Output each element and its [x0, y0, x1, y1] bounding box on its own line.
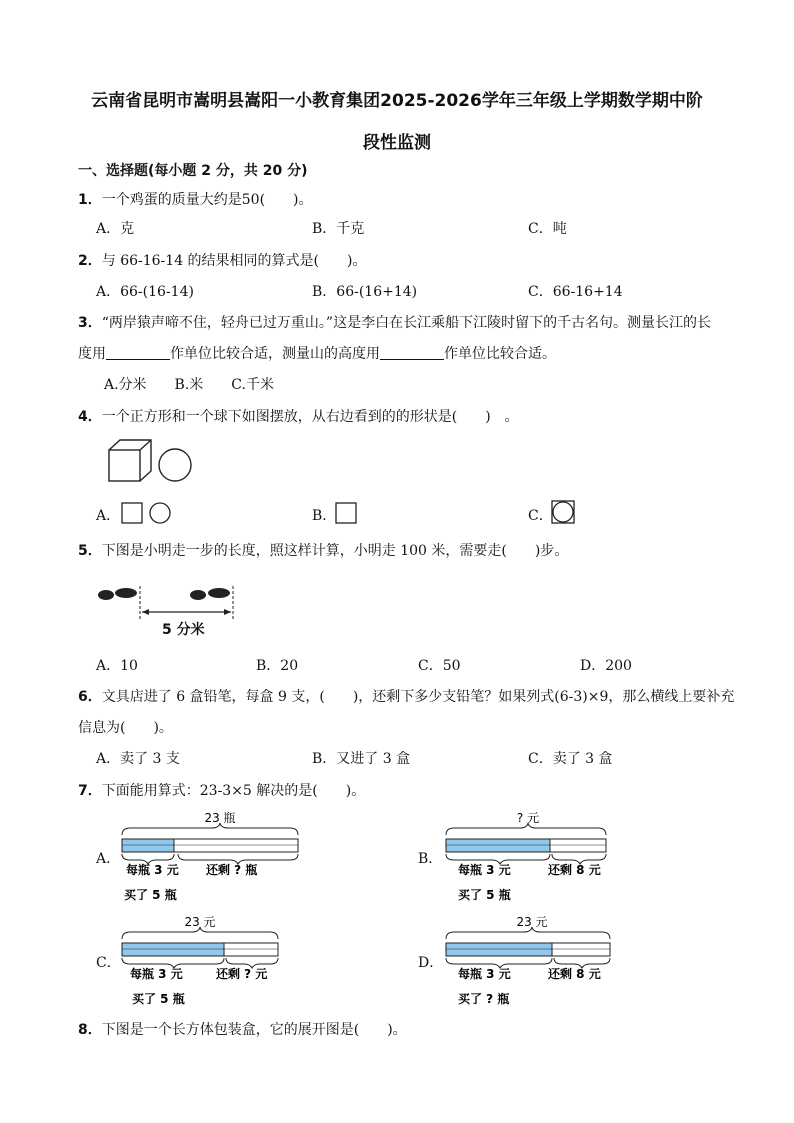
- question-text: 下图是一个长方体包装盒，它的展开图是( )。: [101, 1022, 407, 1038]
- q7-option-d-diagram: [442, 912, 618, 1008]
- footprint-icon: [208, 588, 230, 598]
- step-length-label: 5 分米: [162, 622, 205, 638]
- section-heading: 一、选择题(每小题 2 分，共 20 分): [78, 163, 308, 179]
- bar-right-label: 还剩 ? 瓶: [206, 863, 258, 877]
- bar-segment: [122, 839, 174, 852]
- question-text: 一个鸡蛋的质量大约是50( )。: [101, 192, 313, 208]
- bar-bottom-label: 买了 5 瓶: [124, 888, 177, 902]
- question-6-line2: 信息为( )。: [78, 720, 173, 736]
- q7-option-b-diagram: [442, 808, 618, 904]
- q4-option-a-figure: [120, 500, 174, 526]
- q3-text-c: 作单位比较合适。: [444, 346, 556, 362]
- question-number: 5．: [78, 543, 102, 559]
- q7-option-c-label: C．: [96, 955, 121, 971]
- question-3: [78, 312, 711, 332]
- bar-segment: [446, 839, 550, 852]
- footprint-icon: [115, 588, 137, 598]
- bar-right-label: 还剩 8 元: [548, 967, 601, 981]
- question-7: [78, 780, 365, 800]
- bar-left-label: 每瓶 3 元: [458, 967, 511, 981]
- question-text: 文具店进了 6 盒铅笔，每盒 9 支，( )，还剩下多少支铅笔？如果列式(6-3)×9，那么横线上要补充: [101, 689, 735, 705]
- question-number: 1．: [78, 192, 102, 208]
- q3-text-a: 度用: [78, 346, 106, 362]
- q4-option-c: C．: [528, 508, 553, 524]
- question-6: [78, 686, 734, 706]
- question-text: “两岸猿声啼不住，轻舟已过万重山。”这是李白在长江乘船下江陵时留下的千古名句。测量长江的长: [101, 315, 712, 331]
- bar-segment: [446, 943, 552, 956]
- q1-option-a: A．克: [96, 221, 135, 237]
- q7-option-b-label: B．: [418, 851, 443, 867]
- footprint-icon: [190, 590, 206, 600]
- q7-option-d-label: D．: [418, 955, 444, 971]
- q3-options: A.分米 B.米 C.千米: [104, 377, 274, 393]
- q5-option-c: C．50: [418, 658, 461, 674]
- question-text: 下面能用算式：23-3×5 解决的是( )。: [101, 783, 366, 799]
- bar-right-label: 还剩 8 元: [548, 863, 601, 877]
- footprint-icon: [98, 590, 114, 600]
- question-text: 下图是小明走一步的长度，照这样计算，小明走 100 米，需要走( )步。: [101, 543, 569, 559]
- question-2: [78, 250, 366, 270]
- bar-left-label: 每瓶 3 元: [126, 863, 179, 877]
- q3-text-b: 作单位比较合适，测量山的高度用: [170, 346, 380, 362]
- q7-option-c-diagram: [118, 912, 286, 1008]
- sphere: [159, 449, 191, 481]
- q2-option-a: A．66-(16-14): [96, 284, 194, 300]
- question-number: 3．: [78, 315, 102, 331]
- bar-segment: [122, 943, 224, 956]
- question-number: 6．: [78, 689, 102, 705]
- bar-bottom-label: 买了 5 瓶: [458, 888, 511, 902]
- q1-option-b: B．千克: [312, 221, 365, 237]
- bar-bottom-label: 买了 ? 瓶: [458, 992, 510, 1006]
- cube-front: [109, 450, 140, 481]
- question-text: 一个正方形和一个球下如图摆放，从右边看到的的形状是( ) 。: [101, 409, 519, 425]
- q4-option-b: B．: [312, 508, 337, 524]
- bar-bottom-label: 买了 5 瓶: [132, 992, 185, 1006]
- bar-top-label: ? 元: [516, 811, 540, 825]
- q4-option-b-figure: [334, 500, 360, 526]
- answer-blank: [380, 345, 444, 360]
- q6-option-a: A．卖了 3 支: [96, 751, 180, 767]
- q1-option-c: C．吨: [528, 221, 567, 237]
- page-title-line2: 段性监测: [363, 133, 431, 153]
- q4-option-a: A．: [96, 508, 121, 524]
- page-title-line1: 云南省昆明市嵩明县嵩阳一小教育集团2025-2026学年三年级上学期数学期中阶: [91, 91, 703, 111]
- q2-option-b: B．66-(16+14): [312, 284, 418, 300]
- bar-top-label: 23 元: [184, 915, 216, 929]
- question-4: [78, 406, 519, 426]
- q5-option-d: D．200: [580, 658, 632, 674]
- question-number: 7．: [78, 783, 102, 799]
- q5-option-b: B．20: [256, 658, 299, 674]
- q6-option-c: C．卖了 3 盒: [528, 751, 613, 767]
- q2-option-c: C．66-16+14: [528, 284, 623, 300]
- question-number: 8．: [78, 1022, 102, 1038]
- question-3-line2: [78, 343, 556, 363]
- bar-top-label: 23 瓶: [204, 811, 236, 825]
- bar-left-label: 每瓶 3 元: [458, 863, 511, 877]
- bar-left-label: 每瓶 3 元: [130, 967, 183, 981]
- question-number: 2．: [78, 253, 102, 269]
- q5-option-a: A．10: [96, 658, 138, 674]
- q4-option-c-figure: [550, 498, 578, 526]
- q7-option-a-label: A．: [96, 851, 121, 867]
- answer-blank: [106, 345, 170, 360]
- q7-option-a-diagram: [118, 808, 302, 904]
- question-text: 与 66-16-14 的结果相同的算式是( )。: [101, 253, 367, 269]
- question-number: 4．: [78, 409, 102, 425]
- bar-right-label: 还剩 ? 元: [216, 967, 268, 981]
- cube-and-sphere-figure: [104, 438, 196, 484]
- question-1: [78, 189, 313, 209]
- bar-top-label: 23 元: [516, 915, 548, 929]
- question-5: [78, 540, 568, 560]
- q6-option-b: B．又进了 3 盒: [312, 751, 411, 767]
- question-8: [78, 1019, 407, 1039]
